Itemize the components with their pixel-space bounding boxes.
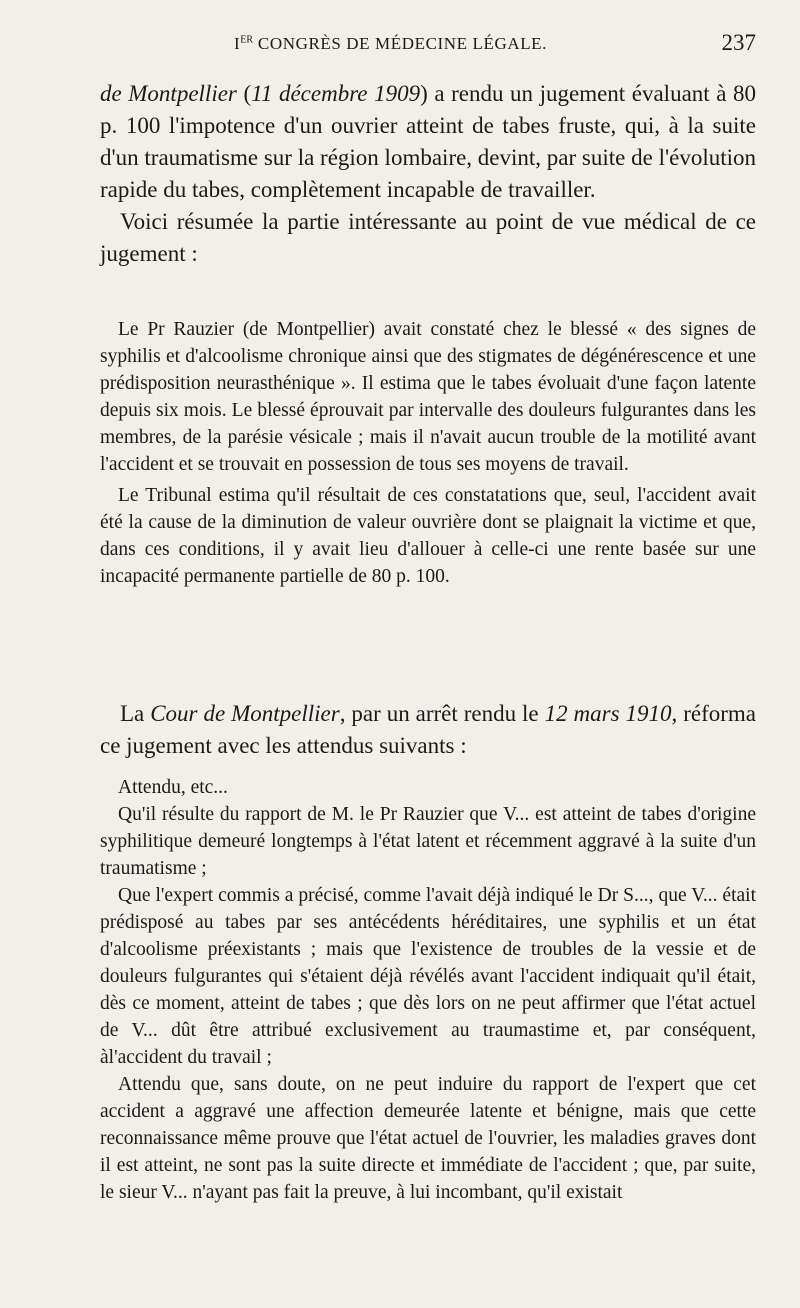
attendu-paragraph-2: Qu'il résulte du rapport de M. le Pr Rauzier que V... est atteint de tabes d'origine syphilitique demeuré longtemps à l'état latent et récemment aggravé à la suite d'un traumatisme ; [100, 804, 756, 879]
header-title-prefix: I [234, 34, 241, 53]
header-title-sup: ER [240, 34, 254, 46]
attendus-section [100, 774, 756, 1206]
appeal-suffix: , réforma ce jugement avec les attendus suivants : [100, 701, 756, 758]
attendu-paragraph-1: Attendu, etc... [118, 777, 228, 798]
appeal-middle: , par un arrêt rendu le [339, 701, 545, 726]
judgment-quote-section [100, 316, 756, 590]
running-header [96, 30, 756, 64]
intro-section [100, 78, 756, 270]
appeal-section [100, 698, 756, 762]
attendu-paragraph-3: Que l'expert commis a précisé, comme l'avait déjà indiqué le Dr S..., que V... était prédisposé au tabes par ses antécédents héréditaires, une syphilis et un état d'alcoolisme préexistants ; mais que l'existence de troubles de la vessie et de douleurs fulgurantes qui s'étaient déjà révélés avant l'accident indiquait qu'il était, dès ce moment, atteint de tabes ; que dès lors on ne peut affirmer que l'état actuel de V... dût être attribué exclusivement au traumastime et, par conséquent, àl'accident du travail ; [100, 885, 756, 1068]
header-title [234, 34, 547, 54]
appeal-prefix: La [120, 701, 151, 726]
appeal-date: 12 mars 1910 [544, 701, 672, 726]
appeal-court-name: Cour de Montpellier [150, 701, 340, 726]
judgment-date: 11 décembre 1909 [251, 81, 421, 106]
intro-paragraph-2: Voici résumée la partie intéressante au point de vue médical de ce jugement : [100, 209, 756, 266]
header-title-rest: CONGRÈS DE MÉDECINE LÉGALE. [253, 34, 548, 53]
page-number: 237 [721, 30, 756, 55]
judgment-paragraph-1: Le Pr Rauzier (de Montpellier) avait constaté chez le blessé « des signes de syphilis et d'alcoolisme chronique ainsi que des stigmates de dégénérescence et une prédisposition neurasthénique ». Il estima que le tabes évoluait d'une façon latente depuis six mois. Le blessé éprouvait par intervalle des douleurs fulgurantes dans les membres, de la parésie vésicale ; mais il n'avait aucun trouble de la motilité avant l'accident et se trouvait en possession de tous ses moyens de travail. [100, 319, 756, 475]
appeal-paragraph [100, 698, 756, 762]
judgment-paragraph-2: Le Tribunal estima qu'il résultait de ces constatations que, seul, l'accident avait été la cause de la diminution de valeur ouvrière dont se plaignait la victime et que, dans ces conditions, il y avait lieu d'allouer à celle-ci une rente basée sur une incapacité permanente partielle de 80 p. 100. [100, 485, 756, 587]
attendu-paragraph-4: Attendu que, sans doute, on ne peut induire du rapport de l'expert que cet accident a aggravé une affection demeurée latente et bénigne, mais que cette reconnaissance même prouve que l'état actuel de l'ouvrier, les maladies graves dont il est atteint, ne sont pas la suite directe et immédiate de l'accident ; que, par suite, le sieur V... n'ayant pas fait la preuve, à lui incombant, qu'il existait [100, 1074, 756, 1203]
intro-paragraph-1: de Montpellier (11 décembre 1909) a rendu un jugement évaluant à 80 p. 100 l'impotence d'un ouvrier atteint de tabes fruste, qui, à la suite d'un traumatisme sur la région lombaire, devint, par suite de l'évolution rapide du tabes, complètement incapable de travailler. [100, 81, 757, 202]
intro-paragraph-1-text: ) a rendu un jugement évaluant à 80 p. 100 l'impotence d'un ouvrier atteint de tabes fruste, qui, à la suite d'un traumatisme sur la région lombaire, devint, par suite de l'évolution rapide du tabes, complètement incapable de travailler. [100, 81, 757, 202]
court-name: de Montpellier [100, 81, 237, 106]
